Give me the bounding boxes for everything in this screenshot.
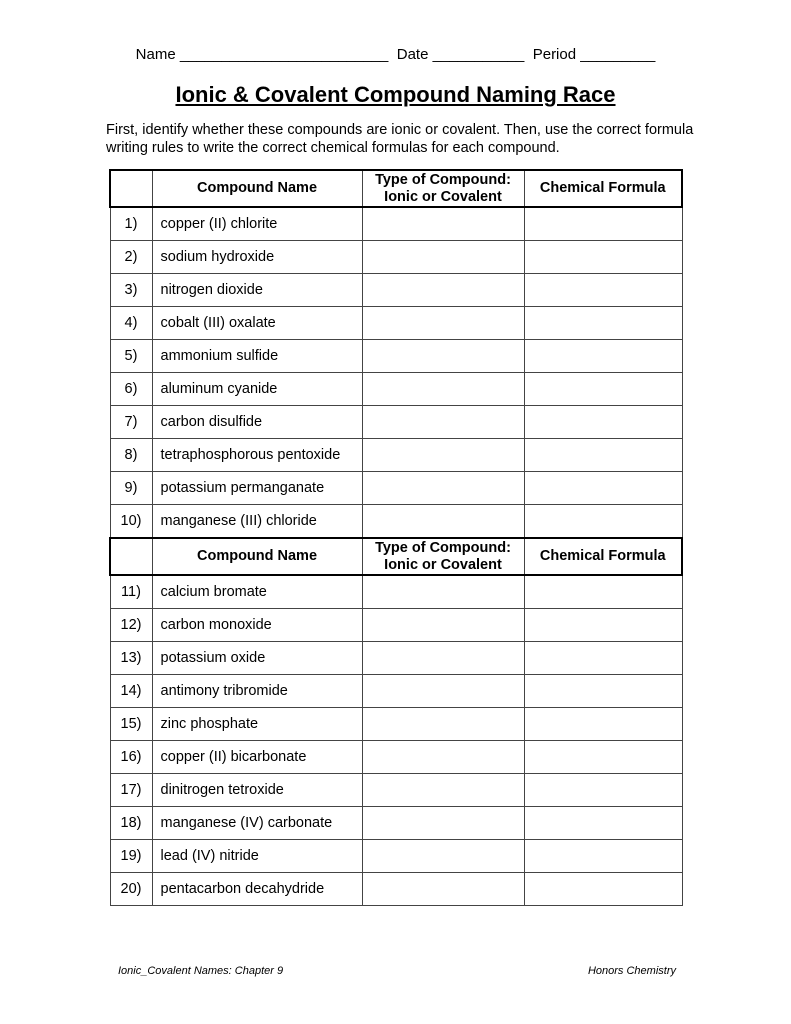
header-compound-name: Compound Name (152, 538, 362, 575)
compound-name: aluminum cyanide (152, 373, 362, 406)
type-answer-cell[interactable] (362, 472, 524, 505)
compound-name: carbon monoxide (152, 609, 362, 642)
table-row (110, 774, 682, 807)
table-row (110, 207, 682, 241)
row-number: 6) (110, 373, 152, 406)
row-number: 14) (110, 675, 152, 708)
header-chemical-formula: Chemical Formula (524, 538, 682, 575)
row-number: 18) (110, 807, 152, 840)
row-number: 16) (110, 741, 152, 774)
row-number: 20) (110, 873, 152, 906)
table-row (110, 708, 682, 741)
row-number: 2) (110, 241, 152, 274)
table-row (110, 373, 682, 406)
type-answer-cell[interactable] (362, 340, 524, 373)
compound-name: dinitrogen tetroxide (152, 774, 362, 807)
row-number: 15) (110, 708, 152, 741)
compound-name: calcium bromate (152, 575, 362, 609)
type-answer-cell[interactable] (362, 575, 524, 609)
formula-answer-cell[interactable] (524, 873, 682, 906)
formula-answer-cell[interactable] (524, 675, 682, 708)
compound-name: lead (IV) nitride (152, 840, 362, 873)
row-number: 3) (110, 274, 152, 307)
compound-name: cobalt (III) oxalate (152, 307, 362, 340)
row-number: 10) (110, 505, 152, 539)
formula-answer-cell[interactable] (524, 774, 682, 807)
header-chemical-formula: Chemical Formula (524, 170, 682, 207)
type-answer-cell[interactable] (362, 741, 524, 774)
period-field[interactable]: Period _________ (532, 46, 656, 63)
row-number: 17) (110, 774, 152, 807)
formula-answer-cell[interactable] (524, 340, 682, 373)
table-row (110, 307, 682, 340)
table-row (110, 439, 682, 472)
table-row (110, 575, 682, 609)
row-number: 4) (110, 307, 152, 340)
table-row (110, 406, 682, 439)
compound-name: manganese (III) chloride (152, 505, 362, 539)
formula-answer-cell[interactable] (524, 609, 682, 642)
date-field[interactable]: Date ___________ (396, 46, 525, 63)
compound-name: ammonium sulfide (152, 340, 362, 373)
type-answer-cell[interactable] (362, 207, 524, 241)
type-answer-cell[interactable] (362, 840, 524, 873)
type-answer-cell[interactable] (362, 274, 524, 307)
name-field[interactable]: Name _________________________ (135, 46, 389, 63)
table-row (110, 340, 682, 373)
formula-answer-cell[interactable] (524, 373, 682, 406)
row-number: 12) (110, 609, 152, 642)
row-number: 13) (110, 642, 152, 675)
compound-name: potassium oxide (152, 642, 362, 675)
formula-answer-cell[interactable] (524, 807, 682, 840)
table-row (110, 609, 682, 642)
header-type-line2: Ionic or Covalent (384, 188, 502, 205)
formula-answer-cell[interactable] (524, 274, 682, 307)
row-number: 11) (110, 575, 152, 609)
row-number: 9) (110, 472, 152, 505)
formula-answer-cell[interactable] (524, 241, 682, 274)
compound-name: carbon disulfide (152, 406, 362, 439)
compound-name: manganese (IV) carbonate (152, 807, 362, 840)
table-row (110, 505, 682, 539)
row-number: 19) (110, 840, 152, 873)
table-row (110, 675, 682, 708)
compound-table (109, 169, 683, 906)
compound-name: pentacarbon decahydride (152, 873, 362, 906)
header-number-cell (110, 170, 152, 207)
formula-answer-cell[interactable] (524, 307, 682, 340)
compound-name: copper (II) bicarbonate (152, 741, 362, 774)
formula-answer-cell[interactable] (524, 642, 682, 675)
type-answer-cell[interactable] (362, 873, 524, 906)
formula-answer-cell[interactable] (524, 575, 682, 609)
type-answer-cell[interactable] (362, 708, 524, 741)
type-answer-cell[interactable] (362, 241, 524, 274)
type-answer-cell[interactable] (362, 807, 524, 840)
header-type-line1: Type of Compound: (375, 539, 511, 556)
table-row (110, 807, 682, 840)
table-row (110, 472, 682, 505)
compound-name: nitrogen dioxide (152, 274, 362, 307)
type-answer-cell[interactable] (362, 307, 524, 340)
header-type-of-compound (362, 538, 524, 575)
footer-course: Honors Chemistry (587, 965, 676, 977)
table-row (110, 840, 682, 873)
header-number-cell (110, 538, 152, 575)
compound-name: tetraphosphorous pentoxide (152, 439, 362, 472)
student-info-line (0, 46, 791, 63)
table-row (110, 741, 682, 774)
header-compound-name: Compound Name (152, 170, 362, 207)
page-title: Ionic & Covalent Compound Naming Race (175, 82, 616, 107)
header-type-line1: Type of Compound: (375, 171, 511, 188)
type-answer-cell[interactable] (362, 373, 524, 406)
type-answer-cell[interactable] (362, 774, 524, 807)
type-answer-cell[interactable] (362, 675, 524, 708)
header-type-line2: Ionic or Covalent (384, 556, 502, 573)
table-row (110, 873, 682, 906)
formula-answer-cell[interactable] (524, 207, 682, 241)
row-number: 5) (110, 340, 152, 373)
table-row (110, 642, 682, 675)
compound-name: zinc phosphate (152, 708, 362, 741)
formula-answer-cell[interactable] (524, 406, 682, 439)
formula-answer-cell[interactable] (524, 439, 682, 472)
row-number: 7) (110, 406, 152, 439)
table-row (110, 274, 682, 307)
table-row (110, 241, 682, 274)
type-answer-cell[interactable] (362, 642, 524, 675)
formula-answer-cell[interactable] (524, 472, 682, 505)
formula-answer-cell[interactable] (524, 708, 682, 741)
row-number: 1) (110, 207, 152, 241)
formula-answer-cell[interactable] (524, 840, 682, 873)
compound-name: sodium hydroxide (152, 241, 362, 274)
row-number: 8) (110, 439, 152, 472)
formula-answer-cell[interactable] (524, 741, 682, 774)
table-header-row (110, 538, 682, 575)
footer-chapter: Ionic_Covalent Names: Chapter 9 (118, 965, 284, 977)
instructions: First, identify whether these compounds are ionic or covalent. Then, use the correct formula writing rules to write the correct chemical formulas for each compound. (106, 122, 694, 156)
type-answer-cell[interactable] (362, 439, 524, 472)
compound-name: potassium permanganate (152, 472, 362, 505)
formula-answer-cell[interactable] (524, 505, 682, 539)
compound-name: copper (II) chlorite (152, 207, 362, 241)
table-header-row (110, 170, 682, 207)
type-answer-cell[interactable] (362, 406, 524, 439)
compound-name: antimony tribromide (152, 675, 362, 708)
type-answer-cell[interactable] (362, 609, 524, 642)
type-answer-cell[interactable] (362, 505, 524, 539)
header-type-of-compound (362, 170, 524, 207)
